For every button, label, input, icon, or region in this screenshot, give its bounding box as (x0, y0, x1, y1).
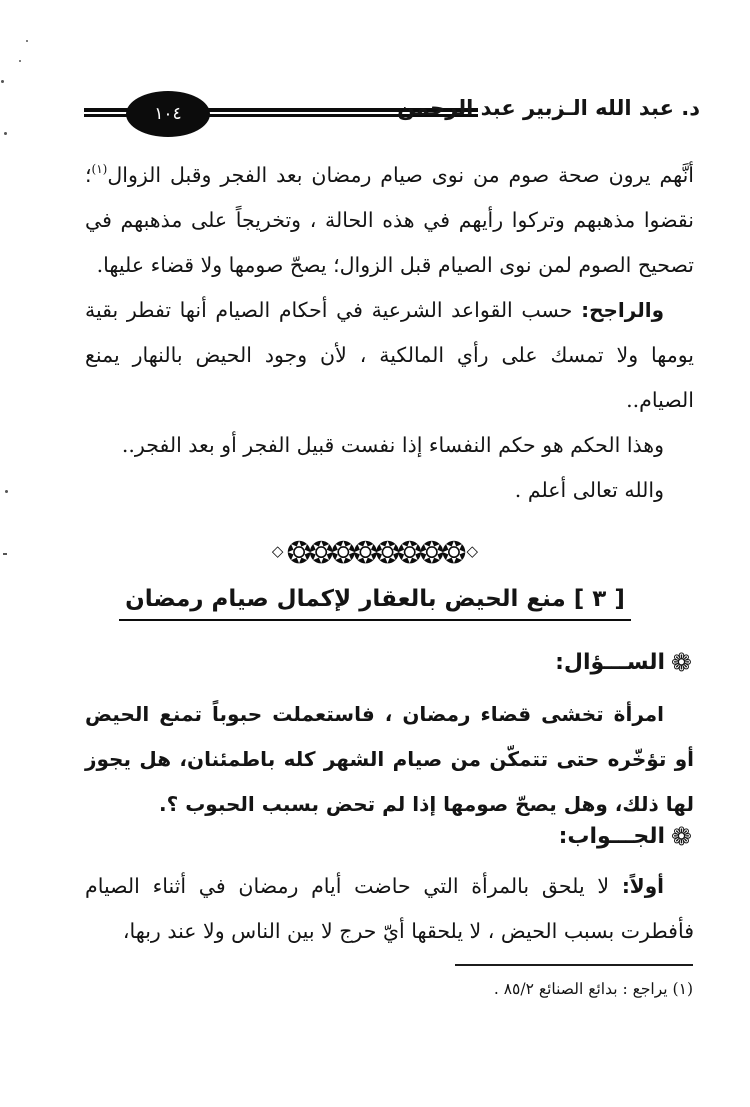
page-number: ١٠٤ (154, 104, 182, 124)
rosette-ornament-icon: ❁ (671, 648, 692, 677)
paragraph-nifas: وهذا الحكم هو حكم النفساء إذا نفست قبيل الفجر أو بعد الفجر.. (121, 433, 664, 457)
section-heading: [ ٣ ] منع الحيض بالعقار لإكمال صيام رمضان (119, 586, 631, 621)
scan-speck (19, 60, 21, 62)
question-label: الســـؤال: (555, 650, 666, 675)
diamond-ornament-icon: ◇ (466, 542, 479, 560)
answer-lead-word: أولاً: (621, 874, 664, 898)
paragraph-continuation (85, 147, 694, 288)
footnote-text: يراجع : بدائع الصنائع ٨٥/٢ . (493, 980, 668, 998)
rosette-ornament-icon: ❁ (671, 822, 692, 851)
paragraph-text: ؛ نقضوا مذهبهم وتركوا رأيهم في هذه الحالة ، وتخريجاً على مذهبهم في تصحيح الصوم لمن نوى الصيام قبل الزوال؛ يصحّ صومها ولا قضاء عليها. (85, 163, 694, 277)
question-text: امرأة تخشى قضاء رمضان ، فاستعملت حبوباً تمنع الحيض أو تؤخّره حتى تتمكّن من صيام الشهر كله باطمئنان، هل يجوز لها ذلك، وهل يصحّ صومها إذا لم تحض بسبب الحبوب ؟. (85, 702, 694, 816)
scan-speck (26, 40, 28, 42)
body-text-block (85, 147, 694, 513)
answer-label: الجـــواب: (558, 824, 666, 849)
scan-speck (4, 132, 7, 135)
question-label-row (85, 648, 692, 677)
paragraph-closing: والله تعالى أعلم . (514, 478, 664, 502)
scan-speck (5, 490, 8, 493)
paragraph-text: حسب القواعد الشرعية في أحكام الصيام أنها تفطر بقية يومها ولا تمسك على رأي المالكية ، لأن وجود الحيض بالنهار يمنع الصيام.. (85, 298, 694, 412)
answer-block (85, 864, 694, 954)
paragraph-verdict (85, 288, 694, 423)
verdict-lead-word: والراجح: (581, 298, 664, 322)
diamond-ornament-icon: ◇ (271, 542, 284, 560)
footnote-separator-rule (455, 964, 693, 966)
running-header-author: د. عبد الله الـزبير عبد الرحمن (397, 96, 700, 120)
question-block (85, 692, 694, 827)
footnote-marker: (١) (672, 980, 693, 998)
footnote (393, 974, 693, 1004)
paragraph-text: أنَّهم يرون صحة صوم من نوى صيام رمضان بعد الفجر وقبل الزوال (107, 163, 694, 187)
answer-paragraph (85, 864, 694, 954)
answer-label-row (85, 822, 692, 851)
section-heading-row (0, 586, 750, 621)
scan-speck (3, 553, 7, 555)
page-number-badge (126, 91, 210, 137)
paragraph-text: لا يلحق بالمرأة التي حاضت أيام رمضان في أثناء الصيام فأفطرت بسبب الحيض ، لا يلحقها أيّ حرج لا بين الناس ولا عند ربها، (85, 874, 694, 943)
scan-speck (1, 80, 4, 83)
ornamental-divider (0, 536, 750, 571)
star-band-ornament-icon: ❂❂❂❂❂❂❂❂ (286, 536, 464, 571)
footnote-reference-mark: (١) (91, 162, 108, 176)
